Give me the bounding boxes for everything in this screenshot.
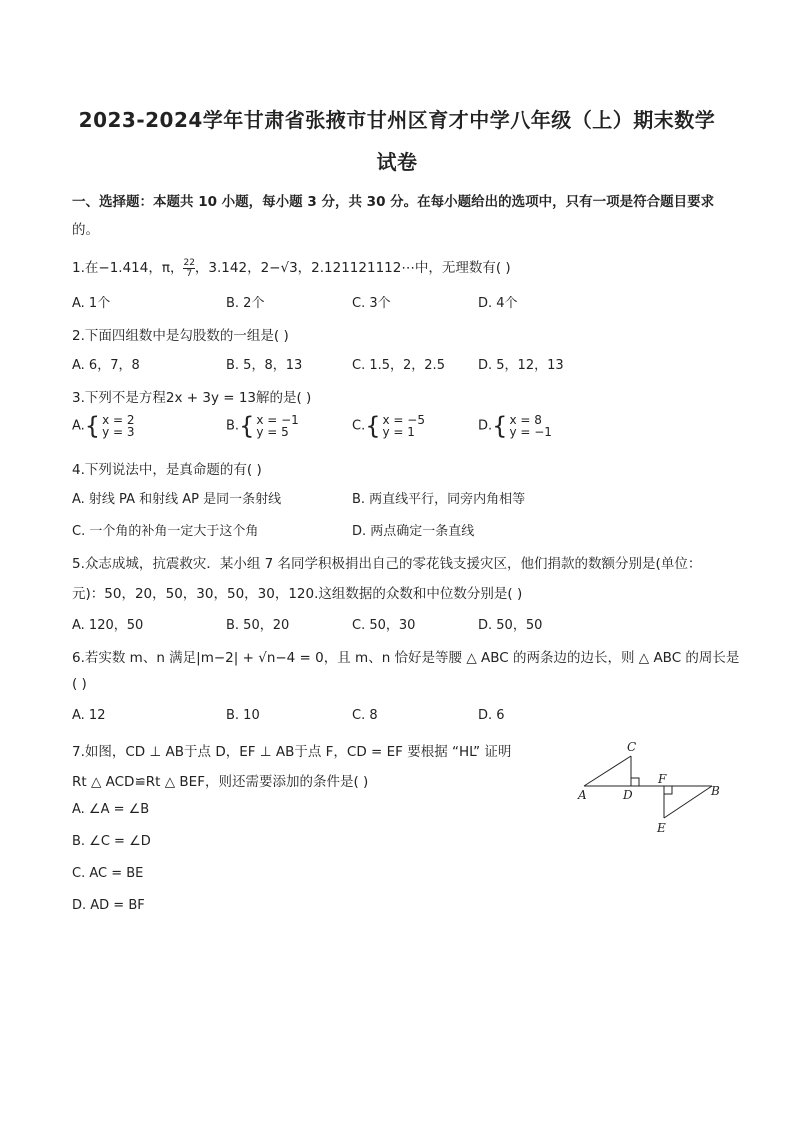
q3-option-c[interactable] <box>352 414 425 438</box>
q1-stem-part2: ，3.142，2−√3，2.121121112⋯中，无理数有( ) <box>194 260 511 276</box>
q5-option-c[interactable]: C. 50，30 <box>352 618 416 633</box>
label-c: C <box>627 740 637 754</box>
q3-d-system <box>509 414 551 438</box>
q3-b-eq2: y = 5 <box>256 425 289 439</box>
q5-option-d[interactable]: D. 50，50 <box>478 618 543 633</box>
brace-icon: { <box>365 412 381 440</box>
question-5-stem: 5.众志成城，抗震救灾．某小组 7 名同学积极捐出自己的零花钱支援灾区，他们捐款的数额分别是(单位： <box>72 556 702 572</box>
question-7-stem: 7.如图，CD ⊥ AB于点 D，EF ⊥ AB于点 F，CD = EF 要根据 “HL” 证明 <box>72 744 512 760</box>
question-1-stem <box>72 256 511 279</box>
q1-frac-den: 7 <box>186 268 193 279</box>
brace-icon: { <box>84 412 101 440</box>
q1-option-b[interactable]: B. 2个 <box>226 296 265 311</box>
q6-option-d[interactable]: D. 6 <box>478 708 505 723</box>
q3-d-eq2: y = −1 <box>509 425 552 439</box>
q3-b-system <box>256 414 298 438</box>
question-7-stem-cont: Rt △ ACD≌Rt △ BEF，则还需要添加的条件是( ) <box>72 774 369 790</box>
q1-option-d[interactable]: D. 4个 <box>478 296 518 311</box>
q1-option-c[interactable]: C. 3个 <box>352 296 391 311</box>
q7-option-c[interactable]: C. AC = BE <box>72 866 144 881</box>
q3-c-system <box>383 414 425 438</box>
question-6-stem-cont: ( ) <box>72 676 87 692</box>
q3-b-eq1: x = −1 <box>256 413 299 427</box>
q4-option-a[interactable]: A. 射线 PA 和射线 AP 是同一条射线 <box>72 492 282 507</box>
segment-ac <box>584 756 631 786</box>
q3-c-eq2: y = 1 <box>382 425 415 439</box>
q6-option-a[interactable]: A. 12 <box>72 708 106 723</box>
q5-option-b[interactable]: B. 50，20 <box>226 618 290 633</box>
brace-icon: { <box>492 412 508 440</box>
label-a: A <box>578 788 587 802</box>
q3-option-d[interactable] <box>478 414 552 438</box>
brace-icon: { <box>239 412 255 440</box>
question-3-stem: 3.下列不是方程2x + 3y = 13解的是( ) <box>72 390 312 406</box>
q1-stem-part1: 1.在−1.414，π， <box>72 260 184 276</box>
q6-option-b[interactable]: B. 10 <box>226 708 260 723</box>
q4-option-c[interactable]: C. 一个角的补角一定大于这个角 <box>72 524 259 539</box>
q1-frac-num: 22 <box>183 257 195 268</box>
label-b: B <box>711 784 720 798</box>
right-angle-mark-d <box>631 778 639 786</box>
label-d: D <box>623 788 633 802</box>
q5-option-a[interactable]: A. 120，50 <box>72 618 144 633</box>
label-f: F <box>658 772 667 786</box>
q6-option-c[interactable]: C. 8 <box>352 708 378 723</box>
label-e: E <box>657 821 666 835</box>
q2-option-b[interactable]: B. 5，8，13 <box>226 358 303 373</box>
q4-option-d[interactable]: D. 两点确定一条直线 <box>352 524 475 539</box>
q3-option-a[interactable] <box>72 414 135 438</box>
segment-eb <box>664 786 712 818</box>
q1-fraction <box>183 258 194 279</box>
exam-title-line2: 试卷 <box>376 150 418 174</box>
q7-option-b[interactable]: B. ∠C = ∠D <box>72 834 151 849</box>
section-heading-cont: 的。 <box>72 222 99 238</box>
q3-d-label: D. <box>478 418 493 434</box>
q1-option-a[interactable]: A. 1个 <box>72 296 111 311</box>
geometry-figure <box>574 738 734 838</box>
q3-a-label: A. <box>72 418 85 434</box>
q7-option-a[interactable]: A. ∠A = ∠B <box>72 802 150 817</box>
q3-option-b[interactable] <box>226 414 299 438</box>
q2-option-c[interactable]: C. 1.5，2，2.5 <box>352 358 445 373</box>
q3-a-eq1: x = 2 <box>102 413 135 427</box>
exam-title-line1: 2023-2024学年甘肃省张掖市甘州区育才中学八年级（上）期末数学 <box>78 108 716 132</box>
q3-a-system <box>102 414 134 438</box>
q3-c-eq1: x = −5 <box>382 413 425 427</box>
q2-option-a[interactable]: A. 6，7，8 <box>72 358 140 373</box>
question-2-stem: 2.下面四组数中是勾股数的一组是( ) <box>72 328 289 344</box>
q3-d-eq1: x = 8 <box>509 413 542 427</box>
q4-option-b[interactable]: B. 两直线平行，同旁内角相等 <box>352 492 526 507</box>
q2-option-d[interactable]: D. 5，12，13 <box>478 358 564 373</box>
section-heading: 一、选择题：本题共 10 小题，每小题 3 分，共 30 分。在每小题给出的选项中，只有一项是符合题目要求 <box>72 194 715 210</box>
question-4-stem: 4.下列说法中，是真命题的有( ) <box>72 462 262 478</box>
q3-a-eq2: y = 3 <box>102 425 135 439</box>
q7-option-d[interactable]: D. AD = BF <box>72 898 145 913</box>
question-6-stem: 6.若实数 m、n 满足|m−2| + √n−4 = 0，且 m、n 恰好是等腰 △ ABC 的两条边的边长，则 △ ABC 的周长是 <box>72 650 740 666</box>
right-angle-mark-f <box>664 786 672 794</box>
q3-c-label: C. <box>352 418 366 434</box>
question-5-stem-cont: 元)：50，20，50，30，50，30，120.这组数据的众数和中位数分别是( ) <box>72 586 523 602</box>
q3-b-label: B. <box>226 418 240 434</box>
